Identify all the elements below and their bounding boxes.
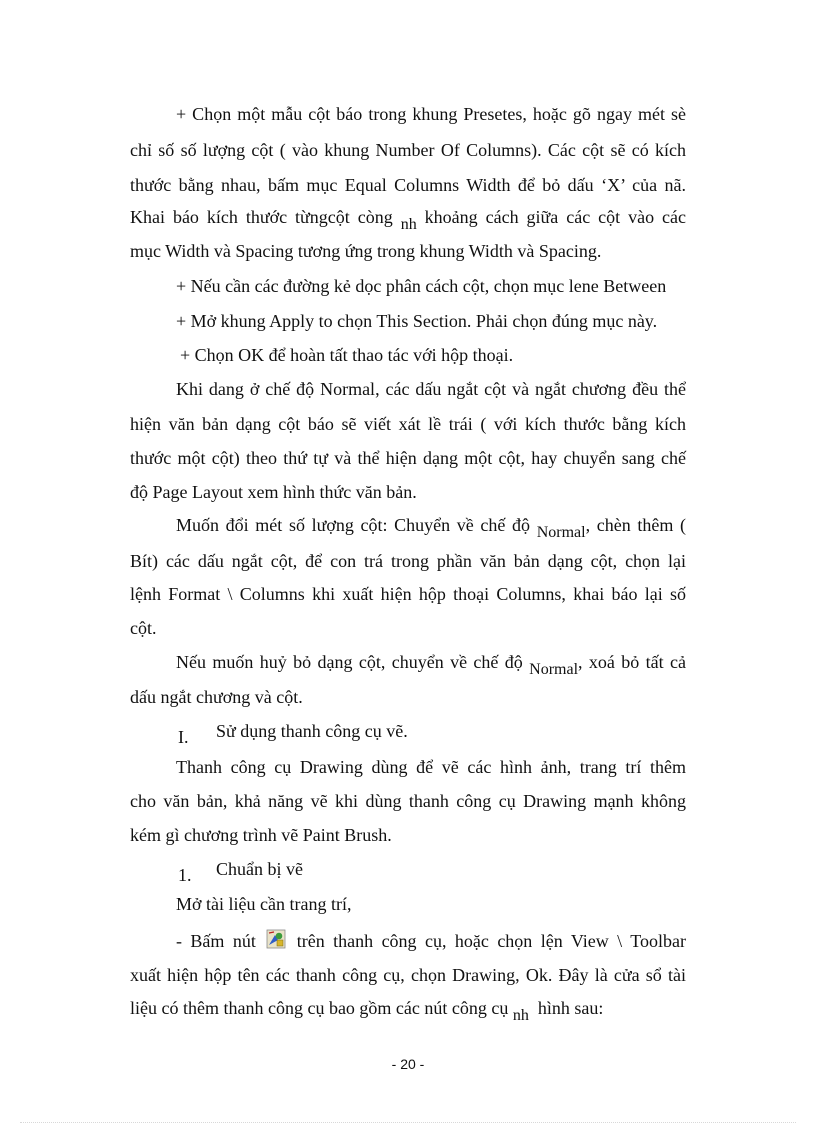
paragraph-line [176, 378, 686, 400]
paragraph-line [130, 139, 686, 161]
paragraph-line [130, 997, 686, 1024]
text-segment: liệu có thêm thanh công cụ bao gồm các nút công cụ [130, 998, 509, 1018]
text-line: dấu ngắt chương và cột. [130, 687, 303, 707]
paragraph-line [130, 240, 686, 262]
text-line: Bít) các dấu ngắt cột, để con trá trong phần văn bản dạng cột, chọn lại [130, 551, 686, 571]
text-line: cột. [130, 618, 157, 638]
paragraph-line [130, 686, 686, 708]
text-line: chỉ số số lượng cột ( vào khung Number Of Columns). Các cột sẽ có kích [130, 140, 686, 160]
text-segment: , chèn thêm ( [585, 515, 687, 535]
text-line: + Mở khung Apply to chọn This Section. Phải chọn đúng mục này. [176, 311, 658, 331]
text-line: lệnh Format \ Columns khi xuất hiện hộp thoại Columns, khai báo lại số [130, 584, 686, 604]
text-line: kém gì chương trình vẽ Paint Brush. [130, 825, 392, 845]
heading-number: 1. [178, 865, 192, 885]
section-heading: Sử dụng thanh công cụ vẽ. [216, 721, 408, 741]
paragraph-line [130, 790, 686, 812]
paragraph-line [130, 964, 686, 986]
paragraph-line [180, 344, 686, 366]
text-segment: khoảng cách giữa các cột vào các [424, 207, 686, 227]
text-line: mục Width và Spacing tương ứng trong khung Width và Spacing. [130, 241, 602, 261]
paragraph-line [130, 206, 686, 233]
text-line: độ Page Layout xem hình thức văn bản. [130, 482, 417, 502]
text-line: + Chọn OK để hoàn tất thao tác với hộp thoại. [180, 345, 514, 365]
paragraph-line [176, 929, 686, 952]
paragraph-line [176, 756, 686, 778]
subscript-text: Normal [529, 661, 579, 678]
subscript-text: Normal [536, 524, 586, 541]
text-line: Mở tài liệu cần trang trí, [176, 894, 352, 914]
text-segment: Muốn đổi mét số lượng cột: Chuyển về chế độ [176, 515, 531, 535]
subscript-text: nh [400, 216, 417, 233]
paragraph-line [130, 583, 686, 605]
paragraph-line [130, 824, 686, 846]
text-line: Thanh công cụ Drawing dùng để vẽ các hình ảnh, trang trí thêm [176, 757, 686, 777]
paragraph-line [176, 514, 687, 541]
heading-number: I. [178, 727, 189, 747]
subscript-text: nh [512, 1007, 529, 1024]
paragraph-line [176, 310, 686, 332]
text-segment: Khai báo kích thước từngcột còng [130, 207, 393, 227]
text-segment: trên thanh công cụ, hoặc chọn lện View \ Toolbar [296, 931, 686, 951]
paragraph-line [130, 481, 686, 503]
text-line: + Nếu cần các đường kẻ dọc phân cách cột, chọn mục lene Between [176, 276, 667, 296]
paragraph-line [176, 103, 686, 125]
paragraph-line [130, 617, 686, 639]
text-segment: - Bấm nút [176, 931, 256, 951]
page-number: - 20 - [391, 1056, 425, 1072]
text-line: cho văn bản, khả năng vẽ khi dùng thanh công cụ Drawing mạnh không [130, 791, 686, 811]
text-line: xuất hiện hộp tên các thanh công cụ, chọn Drawing, Ok. Đây là cửa sổ tài [130, 965, 686, 985]
paragraph-line [176, 275, 686, 297]
text-line: thước bằng nhau, bấm mục Equal Columns Width để bỏ dấu ‘X’ của nã. [130, 175, 686, 195]
text-segment: , xoá bỏ tất cả [578, 652, 686, 672]
paragraph-line [130, 550, 686, 572]
text-line: hiện văn bản dạng cột báo sẽ viết xát lề trái ( với kích thước bằng kích [130, 414, 686, 434]
paragraph-line [176, 651, 686, 678]
paragraph-line [130, 174, 686, 196]
subsection-heading: Chuẩn bị vẽ [216, 859, 303, 879]
text-segment: hình sau: [537, 998, 604, 1018]
text-line: thước một cột) theo thứ tự và thể hiện dạng một cột, hay chuyển sang chế [130, 448, 686, 468]
text-segment: Nếu muốn huỷ bỏ dạng cột, chuyển về chế độ [176, 652, 523, 672]
paragraph-line [130, 413, 686, 435]
text-line: + Chọn một mẫu cột báo trong khung Presetes, hoặc gõ ngay mét sè [176, 104, 686, 124]
drawing-toolbar-icon [266, 929, 286, 949]
paragraph-line [130, 447, 686, 469]
text-line: Khi dang ở chế độ Normal, các dấu ngắt cột và ngắt chương đều thể [176, 379, 686, 399]
paragraph-line [176, 893, 686, 915]
